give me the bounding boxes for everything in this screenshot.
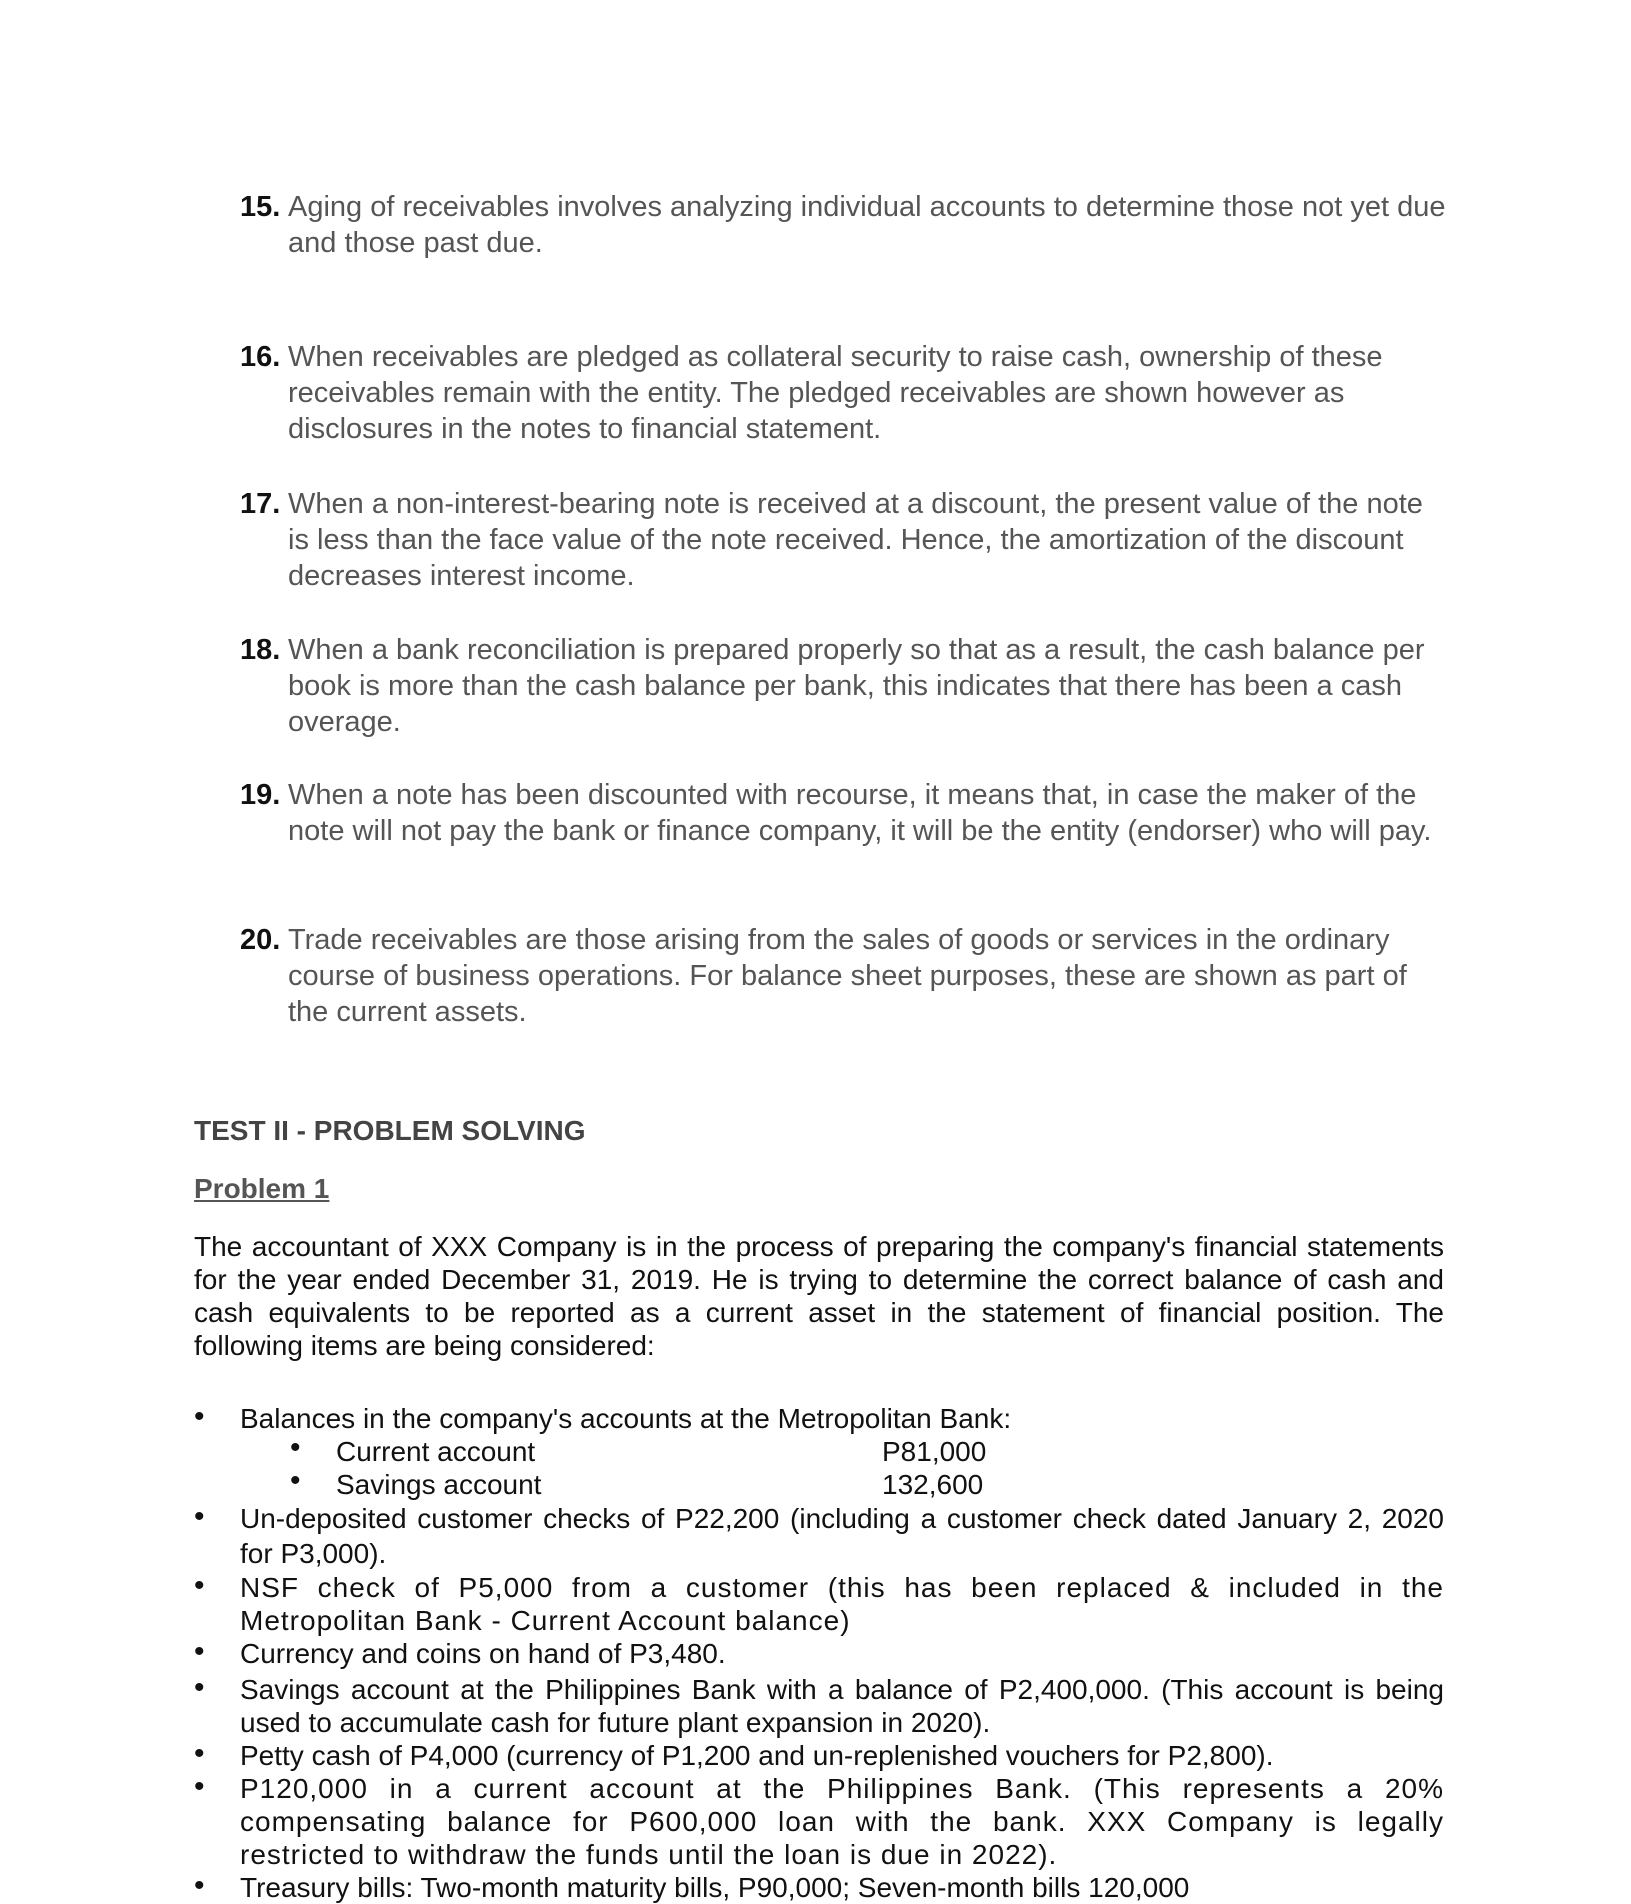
bullet-icon: • bbox=[194, 1569, 206, 1602]
item-text: Trade receivables are those arising from the sales of goods or services in the ordinary course of business operations. For balance sheet purposes, these are shown as part of the current assets. bbox=[288, 924, 1407, 1028]
item-number: 19. bbox=[240, 779, 281, 811]
list-item bbox=[194, 1402, 1444, 1501]
item-number: 18. bbox=[240, 634, 281, 666]
item-number: 15. bbox=[240, 191, 281, 223]
list-item-text: Balances in the company's accounts at the Metropolitan Bank: bbox=[240, 1403, 1012, 1434]
list-item bbox=[194, 1673, 1444, 1739]
list-item bbox=[194, 1739, 1444, 1772]
problem-title: Problem 1 bbox=[194, 1173, 330, 1204]
bullet-icon: • bbox=[194, 1869, 205, 1902]
list-item bbox=[194, 1637, 1444, 1670]
considered-items-list bbox=[194, 1402, 1444, 1904]
list-item-text: P120,000 in a current account at the Philippines Bank. (This represents a 20% compensating balance for P600,000 loan with the bank. XXX Company is legally restricted to withdraw the funds until the loan is due in 2022). bbox=[240, 1773, 1444, 1870]
item-text: When a note has been discounted with recourse, it means that, in case the maker of the note will not pay the bank or finance company, it will be the entity (endorser) who will pay. bbox=[288, 779, 1432, 847]
account-label: Savings account bbox=[336, 1469, 542, 1500]
list-item bbox=[194, 1501, 1444, 1571]
sub-list-item bbox=[240, 1464, 1444, 1501]
bullet-icon: • bbox=[194, 1770, 206, 1803]
list-item bbox=[194, 1871, 1444, 1904]
list-item bbox=[194, 1571, 1444, 1637]
bullet-icon: • bbox=[194, 1635, 205, 1668]
problem-paragraph: The accountant of XXX Company is in the process of preparing the company's financial statements for the year ended December 31, 2019. He is trying to determine the correct balance of cash and cash equivalents to be reported as a current asset in the statement of financial position. The following items are being considered: bbox=[194, 1231, 1444, 1361]
account-value: 132,600 bbox=[882, 1469, 984, 1500]
statement-17 bbox=[240, 486, 1450, 594]
list-item bbox=[194, 1772, 1444, 1871]
statement-15 bbox=[240, 189, 1450, 261]
bullet-icon: • bbox=[194, 1671, 205, 1704]
statement-16 bbox=[240, 339, 1450, 447]
sub-list bbox=[240, 1431, 1444, 1501]
bullet-icon: • bbox=[290, 1464, 301, 1497]
list-item-text: Un-deposited customer checks of P22,200 (including a customer check dated January 2, 2020 for P3,000). bbox=[240, 1503, 1444, 1569]
list-item-text: Savings account at the Philippines Bank with a balance of P2,400,000. (This account is being used to accumulate cash for future plant expansion in 2020). bbox=[240, 1674, 1444, 1738]
statement-18 bbox=[240, 632, 1450, 740]
section-title: TEST II - PROBLEM SOLVING bbox=[194, 1115, 586, 1146]
account-label: Current account bbox=[336, 1436, 536, 1467]
item-number: 16. bbox=[240, 341, 281, 373]
item-text: When a non-interest-bearing note is received at a discount, the present value of the note is less than the face value of the note received. Hence, the amortization of the discount decreases interest income. bbox=[288, 488, 1423, 592]
item-number: 17. bbox=[240, 488, 281, 520]
sub-list-item bbox=[240, 1431, 1444, 1468]
statement-19 bbox=[240, 777, 1450, 849]
bullet-icon: • bbox=[194, 1400, 205, 1433]
list-item-text: NSF check of P5,000 from a customer (this has been replaced & included in the Metropolitan Bank - Current Account balance) bbox=[240, 1572, 1444, 1636]
item-number: 20. bbox=[240, 924, 281, 956]
bullet-icon: • bbox=[194, 1500, 205, 1533]
bullet-icon: • bbox=[194, 1737, 205, 1770]
bullet-icon: • bbox=[290, 1431, 301, 1464]
list-item-text: Treasury bills: Two-month maturity bills, P90,000; Seven-month bills 120,000 bbox=[240, 1872, 1190, 1903]
list-item-text: Currency and coins on hand of P3,480. bbox=[240, 1638, 726, 1669]
account-value: P81,000 bbox=[882, 1436, 987, 1467]
item-text: When a bank reconciliation is prepared properly so that as a result, the cash balance per book is more than the cash balance per bank, this indicates that there has been a cash overage. bbox=[288, 634, 1425, 738]
list-item-text: Petty cash of P4,000 (currency of P1,200 and un-replenished vouchers for P2,800). bbox=[240, 1740, 1274, 1771]
statement-20 bbox=[240, 922, 1450, 1030]
item-text: When receivables are pledged as collateral security to raise cash, ownership of these receivables remain with the entity. The pledged receivables are shown however as disclosures in the notes to financial statement. bbox=[288, 341, 1383, 445]
item-text: Aging of receivables involves analyzing individual accounts to determine those not yet due and those past due. bbox=[288, 191, 1446, 259]
